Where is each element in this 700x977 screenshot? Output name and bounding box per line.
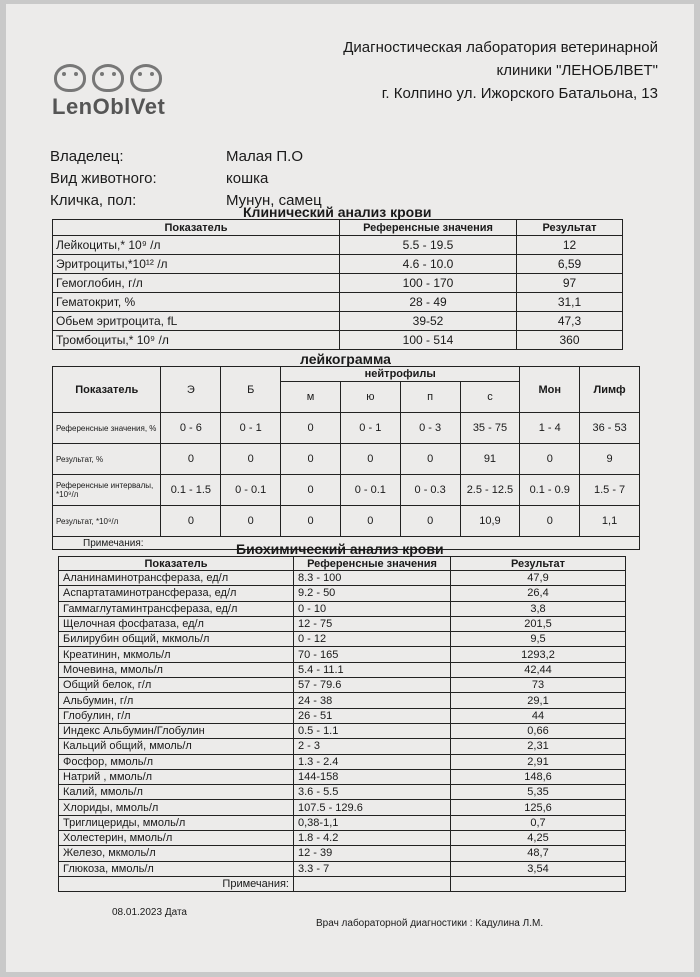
reference-cell: 1.3 - 2.4: [294, 754, 451, 769]
reference-cell: 2 - 3: [294, 739, 451, 754]
result-cell: 1293,2: [451, 647, 626, 662]
col-header: п: [400, 382, 460, 413]
reference-cell: 0 - 12: [294, 632, 451, 647]
table-row: [59, 861, 626, 876]
clinical-table: [52, 219, 623, 350]
header-line-1: Диагностическая лаборатория ветеринарной: [343, 39, 658, 56]
table-row: [53, 274, 623, 293]
result-cell: 73: [451, 678, 626, 693]
table-row: [53, 444, 640, 475]
neutrophils-header: нейтрофилы: [281, 367, 520, 382]
indicator-cell: Гаммаглутаминтрансфераза, ед/л: [59, 601, 294, 616]
result-cell: 47,3: [517, 312, 623, 331]
reference-cell: 3.6 - 5.5: [294, 785, 451, 800]
value-cell: 1.5 - 7: [580, 475, 640, 506]
value-cell: 0 - 0.1: [221, 475, 281, 506]
value-cell: 0: [281, 475, 341, 506]
table-row: [59, 678, 626, 693]
reference-cell: 144-158: [294, 769, 451, 784]
table-row: [53, 475, 640, 506]
result-cell: 48,7: [451, 846, 626, 861]
value-cell: 0 - 6: [161, 413, 221, 444]
value-cell: 0 - 0.3: [400, 475, 460, 506]
indicator-cell: Обьем эритроцита, fL: [53, 312, 340, 331]
reference-cell: 4.6 - 10.0: [340, 255, 517, 274]
value-cell: 0: [400, 444, 460, 475]
indicator-cell: Эритроциты,*10¹² /л: [53, 255, 340, 274]
result-cell: 3,54: [451, 861, 626, 876]
indicator-cell: Калий, ммоль/л: [59, 785, 294, 800]
biochem-title: Биохимический анализ крови: [236, 541, 444, 557]
reference-cell: 0.5 - 1.1: [294, 723, 451, 738]
value-cell: 0: [221, 444, 281, 475]
owner-value: Малая П.О: [226, 148, 304, 165]
species-value: кошка: [226, 170, 269, 187]
table-row: [59, 647, 626, 662]
reference-cell: 3.3 - 7: [294, 861, 451, 876]
col-header: Результат: [517, 220, 623, 236]
cat-face-icon: [54, 64, 86, 92]
col-header: Показатель: [59, 557, 294, 571]
table-row: [59, 601, 626, 616]
value-cell: 0: [161, 444, 221, 475]
value-cell: 0: [400, 506, 460, 537]
col-header: Показатель: [53, 220, 340, 236]
indicator-cell: Натрий , ммоль/л: [59, 769, 294, 784]
reference-cell: 12 - 39: [294, 846, 451, 861]
row-label: Результат, *10⁹/л: [53, 506, 161, 537]
reference-cell: 8.3 - 100: [294, 571, 451, 586]
col-header: Мон: [520, 367, 580, 413]
table-row: [59, 800, 626, 815]
col-header: с: [460, 382, 520, 413]
value-cell: 35 - 75: [460, 413, 520, 444]
table-row: [59, 708, 626, 723]
col-header: Показатель: [53, 367, 161, 413]
dog-face-icon: [92, 64, 124, 92]
indicator-cell: Триглицериды, ммоль/л: [59, 815, 294, 830]
result-cell: 12: [517, 236, 623, 255]
indicator-cell: Общий белок, г/л: [59, 678, 294, 693]
value-cell: 0: [281, 444, 341, 475]
indicator-cell: Мочевина, ммоль/л: [59, 662, 294, 677]
name-sex-value: Мунун, самец: [226, 192, 322, 209]
table-row: [59, 693, 626, 708]
reference-cell: 70 - 165: [294, 647, 451, 662]
reference-cell: 39-52: [340, 312, 517, 331]
reference-cell: 1.8 - 4.2: [294, 831, 451, 846]
result-cell: 9,5: [451, 632, 626, 647]
reference-cell: 100 - 170: [340, 274, 517, 293]
value-cell: 0 - 0.1: [340, 475, 400, 506]
table-row: [59, 815, 626, 830]
result-cell: 0,66: [451, 723, 626, 738]
clinic-logo: [52, 64, 165, 120]
header-line-3: г. Колпино ул. Ижорского Батальона, 13: [381, 85, 658, 102]
indicator-cell: Индекс Альбумин/Глобулин: [59, 723, 294, 738]
name-sex-label: Кличка, пол:: [50, 192, 137, 209]
col-header: Референсные значения: [294, 557, 451, 571]
indicator-cell: Креатинин, мкмоль/л: [59, 647, 294, 662]
indicator-cell: Кальций общий, ммоль/л: [59, 739, 294, 754]
result-cell: 3,8: [451, 601, 626, 616]
result-cell: 42,44: [451, 662, 626, 677]
value-cell: 0.1 - 0.9: [520, 475, 580, 506]
table-row: [53, 331, 623, 350]
table-row: [59, 662, 626, 677]
row-label: Результат, %: [53, 444, 161, 475]
leukogram-title: лейкограмма: [300, 351, 391, 367]
table-row: [59, 571, 626, 586]
reference-cell: 26 - 51: [294, 708, 451, 723]
value-cell: 0: [340, 506, 400, 537]
empty-cell: [451, 876, 626, 891]
value-cell: 1 - 4: [520, 413, 580, 444]
leukogram-table: [52, 366, 640, 550]
report-date: [112, 907, 187, 918]
reference-cell: 0 - 10: [294, 601, 451, 616]
indicator-cell: Гемоглобин, г/л: [53, 274, 340, 293]
reference-cell: 28 - 49: [340, 293, 517, 312]
table-row: [59, 632, 626, 647]
table-row: [59, 586, 626, 601]
col-header: Референсные значения: [340, 220, 517, 236]
value-cell: 10,9: [460, 506, 520, 537]
col-header: Э: [161, 367, 221, 413]
species-label: Вид животного:: [50, 170, 157, 187]
biochem-table: [58, 556, 626, 892]
header-line-2: клиники "ЛЕНОБЛВЕТ": [496, 62, 658, 79]
value-cell: 0: [161, 506, 221, 537]
reference-cell: 5.4 - 11.1: [294, 662, 451, 677]
date-value: 08.01.2023: [112, 907, 163, 918]
owner-label: Владелец:: [50, 148, 124, 165]
smile-face-icon: [130, 64, 162, 92]
col-header: Результат: [451, 557, 626, 571]
value-cell: 0 - 3: [400, 413, 460, 444]
result-cell: 148,6: [451, 769, 626, 784]
clinical-title: Клинический анализ крови: [243, 204, 432, 220]
reference-cell: 12 - 75: [294, 616, 451, 631]
indicator-cell: Аланинаминотрансфераза, ед/л: [59, 571, 294, 586]
row-label: Референсные интервалы, *10⁹/л: [53, 475, 161, 506]
reference-cell: 24 - 38: [294, 693, 451, 708]
reference-cell: 100 - 514: [340, 331, 517, 350]
indicator-cell: Билирубин общий, мкмоль/л: [59, 632, 294, 647]
indicator-cell: Хлориды, ммоль/л: [59, 800, 294, 815]
doctor-signature: Врач лабораторной диагностики : Кадулина Л.М.: [316, 918, 544, 929]
row-label: Референсные значения, %: [53, 413, 161, 444]
leukogram-note: Примечания:: [53, 537, 640, 550]
result-cell: 6,59: [517, 255, 623, 274]
table-row: [53, 236, 623, 255]
empty-cell: [294, 876, 451, 891]
indicator-cell: Альбумин, г/л: [59, 693, 294, 708]
table-row: [59, 723, 626, 738]
result-cell: 31,1: [517, 293, 623, 312]
table-row: [59, 785, 626, 800]
result-cell: 125,6: [451, 800, 626, 815]
value-cell: 2.5 - 12.5: [460, 475, 520, 506]
lab-header: [343, 36, 658, 105]
col-header: Лимф: [580, 367, 640, 413]
col-header: м: [281, 382, 341, 413]
table-row: [53, 413, 640, 444]
indicator-cell: Лейкоциты,* 10⁹ /л: [53, 236, 340, 255]
value-cell: 0: [281, 506, 341, 537]
logo-text: LenOblVet: [52, 94, 166, 119]
indicator-cell: Аспартатаминотрансфераза, ед/л: [59, 586, 294, 601]
indicator-cell: Тромбоциты,* 10⁹ /л: [53, 331, 340, 350]
value-cell: 36 - 53: [580, 413, 640, 444]
value-cell: 0: [281, 413, 341, 444]
reference-cell: 9.2 - 50: [294, 586, 451, 601]
table-row: [53, 312, 623, 331]
table-row: [53, 506, 640, 537]
owner-info: [50, 146, 322, 212]
table-row: [59, 616, 626, 631]
table-row: [53, 293, 623, 312]
indicator-cell: Железо, мкмоль/л: [59, 846, 294, 861]
value-cell: 0: [340, 444, 400, 475]
result-cell: 44: [451, 708, 626, 723]
result-cell: 0,7: [451, 815, 626, 830]
col-header: ю: [340, 382, 400, 413]
biochem-note: Примечания:: [59, 876, 294, 891]
result-cell: 2,31: [451, 739, 626, 754]
value-cell: 0: [221, 506, 281, 537]
value-cell: 0 - 1: [221, 413, 281, 444]
reference-cell: 0,38-1,1: [294, 815, 451, 830]
value-cell: 0 - 1: [340, 413, 400, 444]
result-cell: 2,91: [451, 754, 626, 769]
indicator-cell: Глюкоза, ммоль/л: [59, 861, 294, 876]
date-label: Дата: [164, 907, 187, 918]
indicator-cell: Фосфор, ммоль/л: [59, 754, 294, 769]
reference-cell: 5.5 - 19.5: [340, 236, 517, 255]
value-cell: 91: [460, 444, 520, 475]
indicator-cell: Глобулин, г/л: [59, 708, 294, 723]
result-cell: 201,5: [451, 616, 626, 631]
col-header: Б: [221, 367, 281, 413]
value-cell: 9: [580, 444, 640, 475]
result-cell: 47,9: [451, 571, 626, 586]
reference-cell: 57 - 79.6: [294, 678, 451, 693]
table-row: [59, 846, 626, 861]
result-cell: 360: [517, 331, 623, 350]
indicator-cell: Холестерин, ммоль/л: [59, 831, 294, 846]
result-cell: 4,25: [451, 831, 626, 846]
value-cell: 0: [520, 444, 580, 475]
value-cell: 0.1 - 1.5: [161, 475, 221, 506]
indicator-cell: Щелочная фосфатаза, ед/л: [59, 616, 294, 631]
table-row: [59, 831, 626, 846]
reference-cell: 107.5 - 129.6: [294, 800, 451, 815]
table-row: [59, 739, 626, 754]
result-cell: 26,4: [451, 586, 626, 601]
indicator-cell: Гематокрит, %: [53, 293, 340, 312]
result-cell: 97: [517, 274, 623, 293]
value-cell: 0: [520, 506, 580, 537]
result-cell: 29,1: [451, 693, 626, 708]
table-row: [59, 754, 626, 769]
value-cell: 1,1: [580, 506, 640, 537]
table-row: [53, 255, 623, 274]
result-cell: 5,35: [451, 785, 626, 800]
table-row: [59, 769, 626, 784]
